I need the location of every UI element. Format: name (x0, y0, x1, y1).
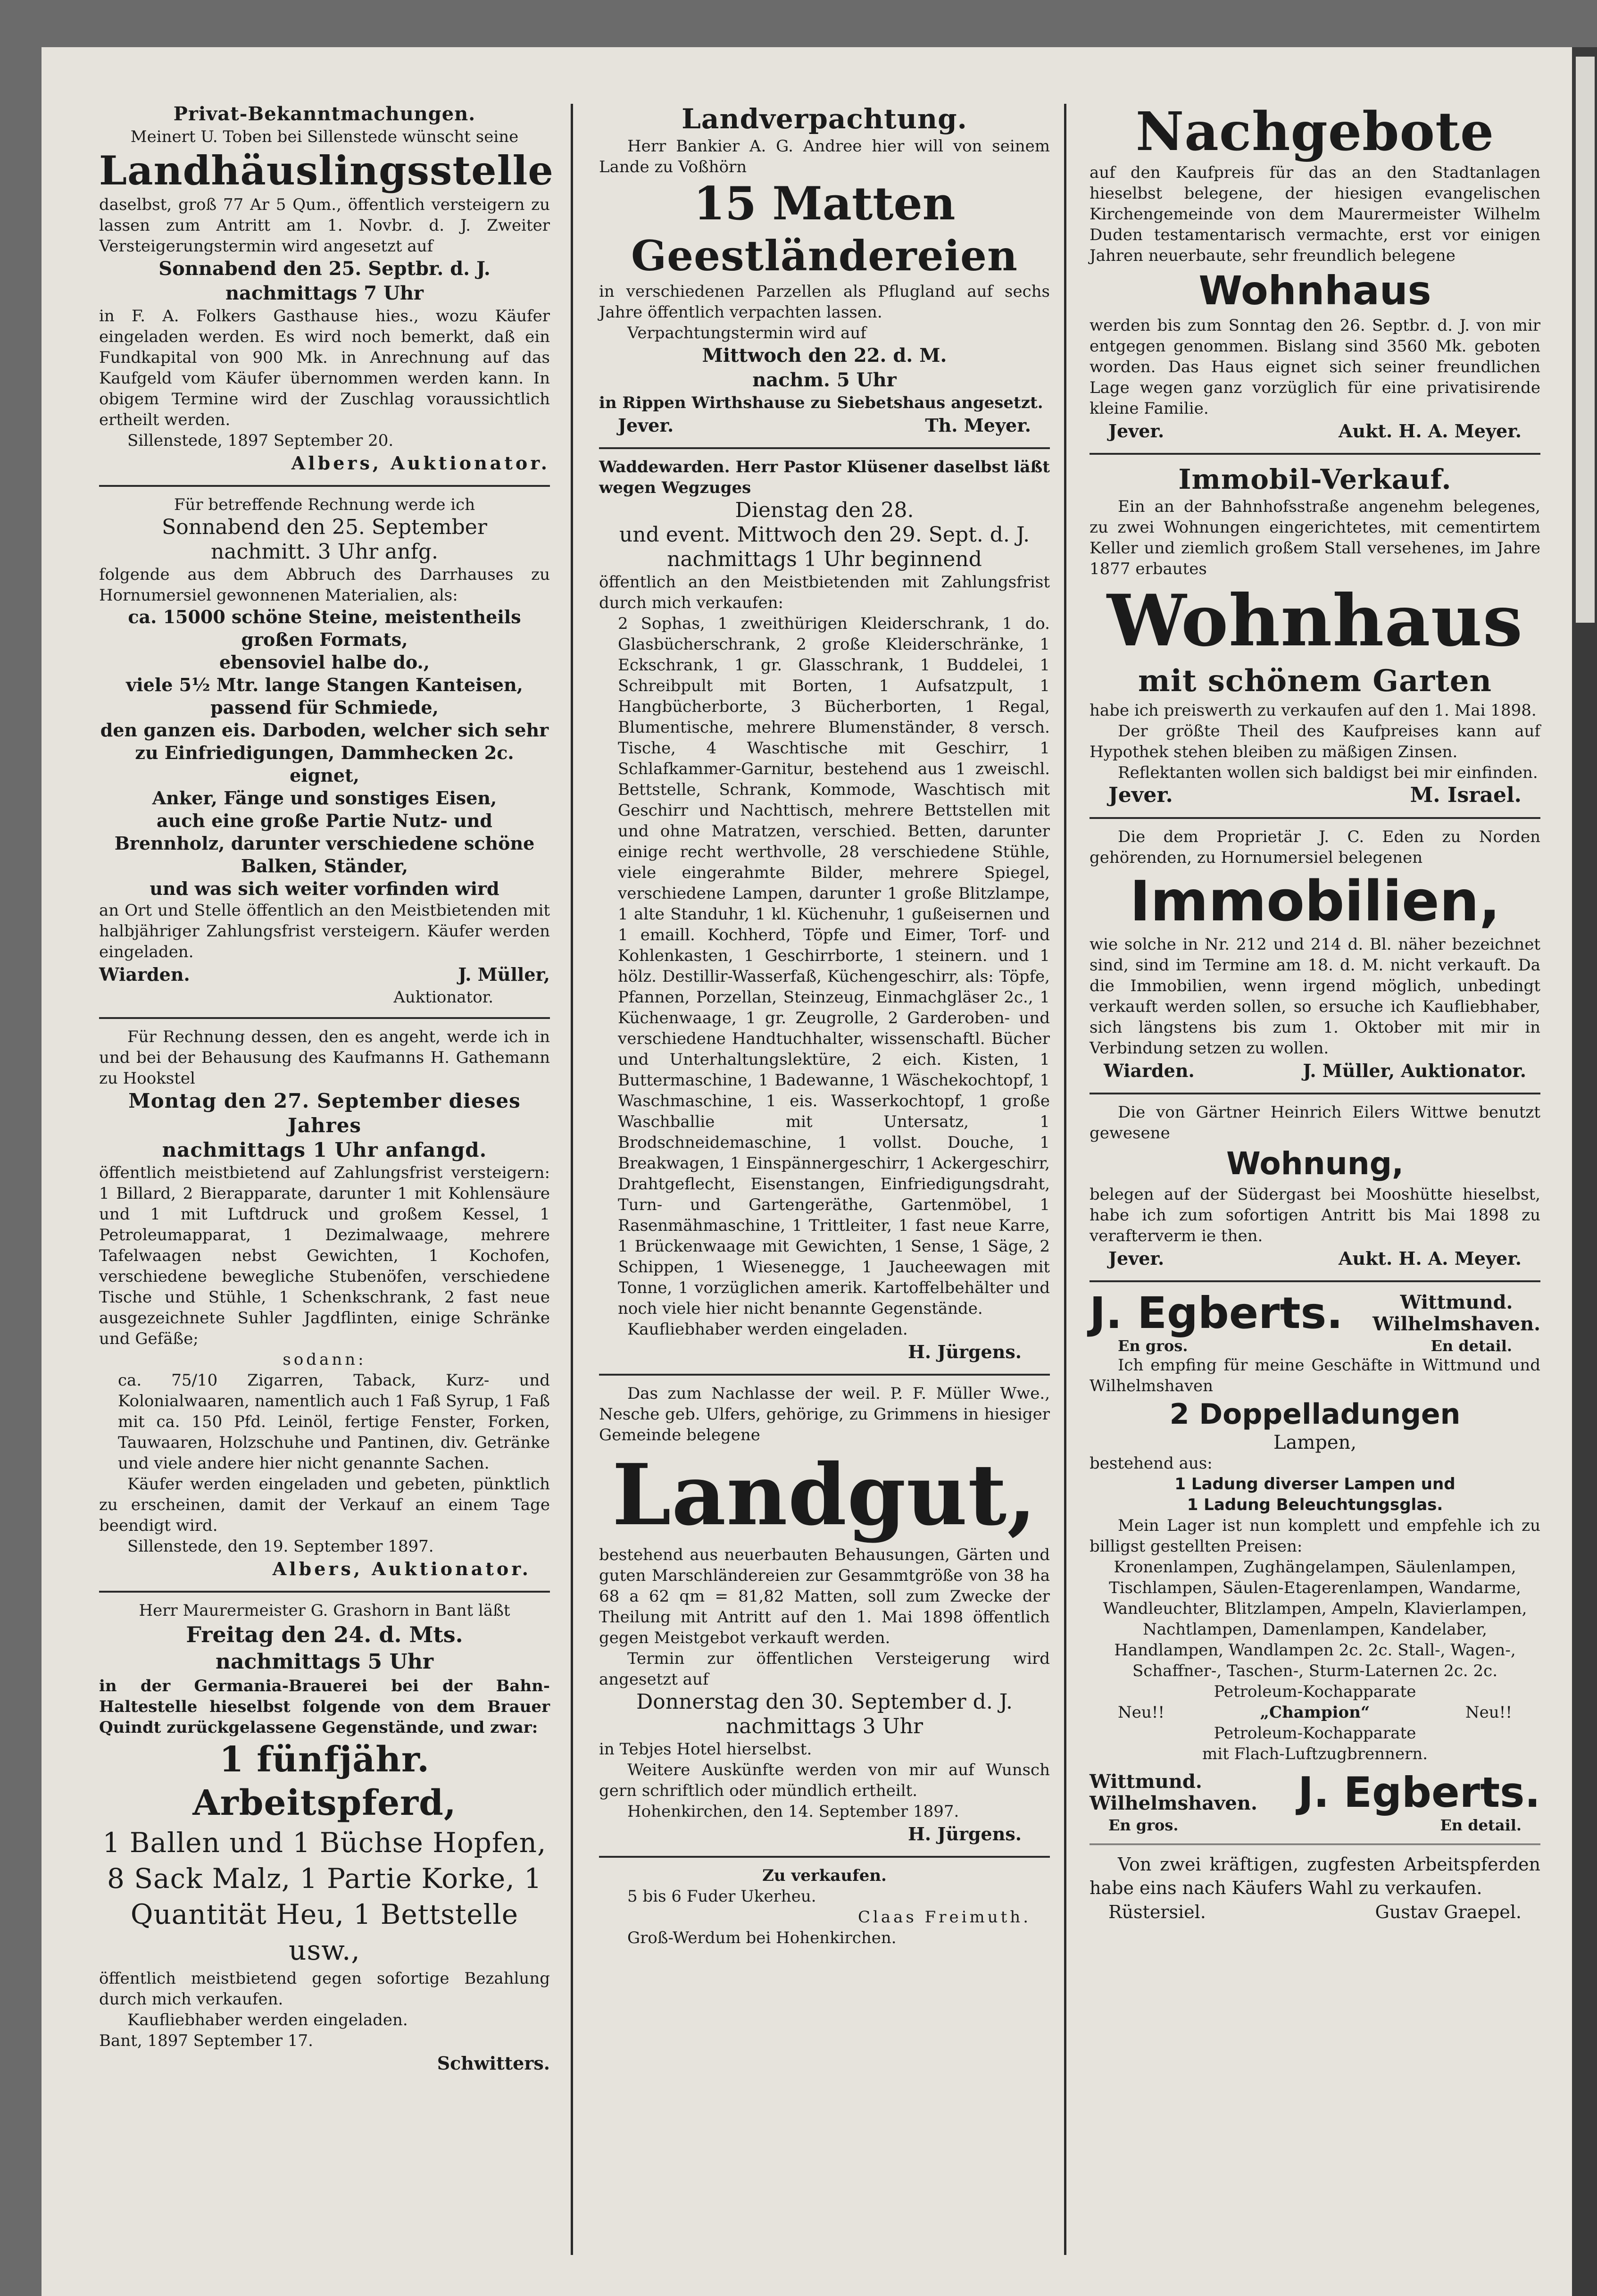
ad-item: 1 Ballen und 1 Büchse Hopfen, 8 Sack Malz, 1 Partie Korke, 1 Quantität Heu, 1 Bettstelle usw., (102, 1827, 547, 1966)
ad-item: ebensoviel halbe do., (219, 651, 430, 673)
section-heading: Immobil-Verkauf. (1178, 463, 1452, 495)
ad-signature-row (1090, 783, 1540, 808)
ad-title: Wohnung, (1226, 1145, 1404, 1182)
section-heading: Landverpachtung. (682, 103, 967, 135)
neu-label: Neu!! (1118, 1703, 1165, 1722)
ad-wohnung (1090, 1099, 1540, 1277)
column-right (1079, 99, 1551, 1931)
ad-place: Jever. (1108, 783, 1173, 807)
ad-intro: Für betreffende Rechnung werde ich (174, 495, 475, 514)
ad-place: Rüstersiel. (1108, 1902, 1206, 1922)
city-label: Wittmund. (1400, 1291, 1513, 1313)
ad-dateline: Sillenstede, 1897 September 20. (127, 431, 394, 450)
ad-date: Donnerstag den 30. September d. J. (636, 1690, 1013, 1714)
ad-nachgebote (1090, 99, 1540, 450)
ad-intro: Herr Bankier A. G. Andree hier will von seinem Lande zu Voßhörn (599, 137, 1050, 176)
ad-signature: Gustav Graepel. (1375, 1902, 1522, 1922)
ad-text: werden bis zum Sonntag den 26. Septbr. d. J. von mir entgegen genommen. Bislang sind 3560 Mk. geboten worden. Das Haus eignet sich seiner freundlichen Lage wegen ganz vorzüglich für eine privatisirende kleine Familie. (1090, 316, 1540, 418)
section-heading: Zu verkaufen. (762, 1866, 887, 1885)
ad-darrhaus (99, 492, 550, 1014)
ad-item: und was sich weiter vorfinden wird (150, 878, 499, 899)
ad-text: bestehend aus: (1090, 1454, 1213, 1473)
ad-text: daselbst, groß 77 Ar 5 Qum., öffentlich versteigern zu lassen zum Antritt am 1. Novbr. d. J. Zweiter Versteigerungstermin wird angesetzt auf (99, 195, 550, 256)
ad-immobil-verkauf (1090, 459, 1540, 814)
city-label: Wilhelmshaven. (1372, 1313, 1540, 1335)
ad-text: in verschiedenen Parzellen als Pflugland auf sechs Jahre öffentlich verpachten lassen. (599, 282, 1050, 322)
ad-place: Jever. (1108, 1248, 1164, 1269)
ad-signature: H. Jürgens. (908, 1823, 1022, 1845)
ad-text: Weitere Auskünfte werden von mir auf Wunsch gern schriftlich oder mündlich ertheilt. (599, 1761, 1050, 1800)
ad-divider (99, 1591, 550, 1593)
ad-time: nachmittags 1 Uhr beginnend (667, 547, 982, 571)
ad-divider (1090, 453, 1540, 455)
ad-intro: Für Rechnung dessen, den es angeht, werde ich in und bei der Behausung des Kaufmanns H. Gathemann zu Hookstel (99, 1027, 550, 1088)
column-rule (1064, 104, 1066, 2255)
ad-signature: Th. Meyer. (925, 415, 1031, 436)
ad-item: 1 fünfjähr. Arbeitspferd, (192, 1739, 457, 1823)
ad-text: Ein an der Bahnhofsstraße angenehm belegenes, zu zwei Wohnungen eingerichtetes, mit cementirtem Keller und ziemlich großem Stall versehenes, im Jahre 1877 erbautes (1090, 497, 1540, 578)
ad-item: 1 Ladung diverser Lampen und (1174, 1475, 1456, 1494)
ad-intro: Waddewarden. Herr Pastor Klüsener daselbst läßt wegen Wegzuges (599, 458, 1050, 497)
ad-divider (599, 1856, 1050, 1858)
ad-text: Kaufliebhaber werden eingeladen. (127, 2011, 408, 2029)
ad-immobilien (1090, 824, 1540, 1090)
ad-text: habe ich preiswerth zu verkaufen auf den 1. Mai 1898. (1090, 701, 1537, 720)
ad-text: an Ort und Stelle öffentlich an den Meistbietenden mit halbjähriger Zahlungsfrist versteigern. Käufer werden eingeladen. (99, 901, 550, 961)
ad-text: in Tebjes Hotel hierselbst. (599, 1740, 812, 1759)
ad-text: 2 Sophas, 1 zweithürigen Kleiderschrank, 1 do. Glasbücherschrank, 2 große Kleiderschränke, 1 Eckschrank, 1 gr. Glasschrank, 1 Buddelei, 1 Schreibpult mit Borten, 1 Aufsatzpult, 1 Hangbücherborte, 3 Bücherborten, 1 Regal, Blumentische, mehrere Blumenständer, 8 versch. Tische, 4 Waschtische mit Geschirr, 1 Schlafkammer-Garnitur, bestehend aus 1 zweischl. Bettstelle, Schrank, Kommode, Waschtisch mit Geschirr und Nachttisch, mehrere Bettstellen mit und ohne Matratzen, verschied. Betten, darunter einige recht werthvolle, 28 verschiedene Stühle, viele eingerahmte Bilder, mehrere Spiegel, verschiedene Lampen, darunter 1 große Blitzlampe, 1 alte Standuhr, 1 kl. Küchenuhr, 1 gußeisernen und 1 emaill. Kochherd, Töpfe und Eimer, Torf- und Kohlenkasten, 1 Geschirrborte, 1 steinern. und 1 hölz. Destillir-Wasserfaß, Küchengeschirr, als: Töpfe, Pfannen, Porzellan, Steinzeug, Einmachgläser 2c., 1 Küchenwaage, 1 gr. Zeugrolle, 2 Garderoben- und verschiedene Handtuchhalter, wissenschaftl. Bücher und Unterhaltungslektüre, 2 eich. Kisten, 1 Buttermaschine, 1 Badewanne, 1 Wäschekochtopf, 1 Waschmaschine, 1 eis. Wasserkochtopf, 1 große Waschballie mit Untersatz, 1 Brodschneidemaschine, 1 vollst. Douche, 1 Breakwagen, 1 Einspännergeschirr, 1 Ackergeschirr, Drahtgeflecht, Eisenstangen, Einfriedigungsdraht, Turn- und Gartengeräthe, Gartenmöbel, 1 Rasenmähmaschine, 1 Trittleiter, 1 fast neue Karre, 1 Brückenwaage mit Gewichten, 1 Sense, 1 Säge, 2 Schippen, 1 Wiesenegge, 1 Jaucheewagen mit Tonne, 1 vorzüglichen amerik. Kartoffelbehälter und noch viele hier nicht benannte Gegenstände. (618, 614, 1050, 1318)
ad-text: 5 bis 6 Fuder Ukerheu. (627, 1887, 816, 1906)
ad-time: nachmittags 5 Uhr (215, 1650, 434, 1674)
ad-place: Jever. (618, 415, 674, 436)
ad-signature-row (1090, 1246, 1540, 1271)
ad-gathemann (99, 1024, 550, 1588)
ad-title: Landgut, (612, 1445, 1037, 1544)
ad-title: Immobilien, (1130, 868, 1500, 934)
ad-text: Der größte Theil des Kaufpreises kann auf Hypothek stehen bleiben zu mäßigen Zinsen. (1090, 722, 1540, 761)
ad-intro: Die dem Proprietär J. C. Eden zu Norden gehörenden, zu Hornumersiel belegenen (1090, 827, 1540, 867)
engros-label: En gros. (1108, 1816, 1179, 1834)
ad-divider (599, 447, 1050, 449)
ad-text: in Rippen Wirthshause zu Siebetshaus angesetzt. (599, 393, 1043, 412)
ad-date: Sonnabend den 25. September (162, 515, 487, 539)
ad-text: auf den Kaufpreis für das an den Stadtanlagen hieselbst belegene, der hiesigen evangelischen Kirchengemeinde von dem Maurermeister Wilhelm Duden testamentarisch vermachte, erst vor einigen Jahren neuerbaute, sehr freundlich belegene (1090, 163, 1540, 265)
champion-row (1090, 1702, 1540, 1723)
newspaper-page (42, 47, 1572, 2296)
ad-item: auch eine große Partie Nutz- und Brennholz, darunter verschiedene schöne Balken, Ständer, (114, 810, 535, 877)
ad-divider (1090, 1280, 1540, 1282)
column-middle (589, 99, 1060, 1955)
egberts-footer (1090, 1769, 1540, 1816)
ad-waddewarden (599, 454, 1050, 1371)
ad-egberts (1090, 1287, 1540, 1841)
column-left (89, 99, 560, 2082)
section-heading: Nachgebote (1135, 101, 1495, 163)
ad-time: nachm. 5 Uhr (752, 369, 897, 391)
ad-time: nachmittags 7 Uhr (225, 282, 424, 304)
ad-text: Käufer werden eingeladen und gebeten, pünktlich zu erscheinen, damit der Verkauf an einem Tage beendigt wird. (99, 1475, 550, 1535)
column-rule (571, 104, 573, 2255)
ad-date: Sonnabend den 25. Septbr. d. J. (158, 258, 491, 280)
ad-place: Groß-Werdum bei Hohenkirchen. (627, 1929, 897, 1947)
ad-divider (1090, 1093, 1540, 1094)
ad-text: sodann: (283, 1350, 366, 1369)
ad-signature: J. Müller, Auktionator. (1303, 1060, 1526, 1081)
ad-text: öffentlich meistbietend gegen sofortige Bezahlung durch mich verkaufen. (99, 1969, 550, 2009)
ad-signature: Schwitters. (437, 2053, 550, 2074)
ad-text: wie solche in Nr. 212 und 214 d. Bl. näher bezeichnet sind, sind im Termine am 18. d. M. nicht verkauft. Da die Immobilien, wenn irgend möglich, unbedingt verkauft werden sollen, so ersuche ich Kaufliebhaber, sich längstens bis zum 1. Oktober mit mir in Verbindung setzen zu wollen. (1090, 935, 1540, 1058)
ad-date: Mittwoch den 22. d. M. (702, 344, 947, 367)
ad-signature: Albers, Auktionator. (272, 1558, 531, 1579)
ad-text: ca. 75/10 Zigarren, Taback, Kurz- und Kolonialwaaren, namentlich auch 1 Faß Syrup, 1 Faß mit ca. 150 Pfd. Leinöl, fertige Fenster, Forken, Tauwaaren, Holzschuhe und Pantinen, div. Getränke und viele andere hier nicht genannte Sachen. (118, 1371, 550, 1473)
ad-intro: Die von Gärtner Heinrich Eilers Wittwe benutzt gewesene (1090, 1103, 1540, 1143)
ad-text: in F. A. Folkers Gasthause hies., wozu Käufer eingeladen werden. Es wird noch bemerkt, daß ein Fundkapital von 900 Mk. in Anrechnung auf das Kaufgeld vom Käufer übernommen werden kann. In obigem Termine wird der Zuschlag voraussichtlich ertheilt werden. (99, 307, 550, 429)
ad-text: bestehend aus neuerbauten Behausungen, Gärten und guten Marschländereien zur Gesammtgröße von 38 ha 68 a 62 qm = 81,82 Matten, soll zum Zwecke der Theilung mit Antritt auf den 1. Mai 1898 öffentlich gegen Meistgebot verkauft werden. (599, 1545, 1050, 1647)
ad-time: nachmittags 3 Uhr (725, 1714, 923, 1738)
ad-date: und event. Mittwoch den 29. Sept. d. J. (619, 523, 1030, 547)
ad-signature: Aukt. H. A. Meyer. (1338, 1248, 1522, 1269)
champion-label: „Champion“ (1260, 1703, 1370, 1722)
ad-signature-row (1090, 1900, 1540, 1924)
section-heading: Privat-Bekanntmachungen. (173, 103, 476, 125)
ad-signature-row (1090, 419, 1540, 443)
ad-title: Geestländereien (631, 231, 1018, 280)
ad-arbeitspferde (1090, 1850, 1540, 1931)
ad-signature: Aukt. H. A. Meyer. (1338, 420, 1522, 442)
endetail-label: En detail. (1431, 1337, 1512, 1355)
ad-zu-verkaufen (599, 1862, 1050, 1955)
product-line: Petroleum-Kochapparate (1214, 1724, 1416, 1743)
ad-date: Freitag den 24. d. Mts. (186, 1622, 463, 1647)
ad-signature-row (1090, 1059, 1540, 1083)
egberts-name: J. Egberts. (1090, 1288, 1343, 1338)
ad-landverpachtung (599, 99, 1050, 444)
ad-text: Termin zur öffentlichen Versteigerung wird angesetzt auf (599, 1649, 1050, 1689)
ad-divider (99, 485, 550, 487)
ad-title: Wohnhaus (1198, 267, 1431, 314)
product-line: Petroleum-Kochapparate (1214, 1682, 1416, 1701)
ad-title: 2 Doppelladungen (1169, 1398, 1461, 1431)
ad-landgut (599, 1380, 1050, 1853)
ad-text: Kaufliebhaber werden eingeladen. (627, 1320, 908, 1339)
city-label: Wittmund. (1090, 1770, 1202, 1793)
neu-label: Neu!! (1465, 1703, 1512, 1722)
ad-place: Wiarden. (1104, 1060, 1195, 1081)
city-label: Wilhelmshaven. (1090, 1792, 1257, 1814)
ad-title: Landhäuslingsstelle (99, 147, 554, 194)
ad-divider (1090, 817, 1540, 819)
ad-landhaeuslingsstelle (99, 99, 554, 482)
ad-grashorn (99, 1597, 550, 2082)
ad-item: ca. 15000 schöne Steine, meistentheils großen Formats, (128, 606, 521, 650)
ad-place: Wiarden. (99, 964, 190, 985)
endetail-label: En detail. (1440, 1816, 1522, 1834)
ad-signature: J. Müller, (458, 964, 550, 985)
ad-divider (1090, 1844, 1540, 1845)
ad-signature: M. Israel. (1410, 783, 1522, 807)
ad-signature: Claas Freimuth. (857, 1908, 1031, 1927)
ad-signature-row (99, 962, 550, 987)
ad-text: Mein Lager ist nun komplett und empfehle ich zu billigst gestellten Preisen: (1090, 1516, 1540, 1556)
ad-text: Von zwei kräftigen, zugfesten Arbeitspferden habe eins nach Käufers Wahl zu verkaufen. (1090, 1854, 1540, 1898)
ad-time: nachmitt. 3 Uhr anfg. (210, 540, 439, 564)
ad-text: öffentlich meistbietend auf Zahlungsfrist versteigern: 1 Billard, 2 Bierapparate, darunter 1 mit Kohlensäure und 1 mit Luftdruck und großem Kessel, 1 Petroleumapparat, 1 Dezimalwaage, mehrere Tafelwaagen nebst Gewichten, 1 Kochofen, verschiedene bewegliche Stubenöfen, verschiedene Tische und Stühle, 1 Schenkschrank, 2 fast neue ausgezeichnete Suhler Jagdflinten, einige Schränke und Gefäße; (99, 1163, 550, 1348)
ad-signature: H. Jürgens. (908, 1341, 1022, 1362)
ad-place: Jever. (1108, 420, 1164, 442)
ad-subtitle: Lampen, (1273, 1432, 1357, 1453)
ad-intro: Herr Maurermeister G. Grashorn in Bant läßt (139, 1601, 510, 1620)
ad-dateline: Bant, 1897 September 17. (99, 2031, 313, 2050)
egberts-footer-sub (1090, 1816, 1540, 1834)
product-line: mit Flach-Luftzugbrennern. (1202, 1745, 1428, 1763)
ad-subtitle: mit schönem Garten (1138, 663, 1492, 699)
ad-text: öffentlich an den Meistbietenden mit Zahlungsfrist durch mich verkaufen: (599, 573, 1050, 612)
page-edge-strip (1576, 57, 1595, 623)
ad-item: 1 Ladung Beleuchtungsglas. (1187, 1495, 1443, 1514)
ad-item: Anker, Fänge und sonstiges Eisen, (152, 787, 497, 809)
ad-signature-row (599, 413, 1050, 438)
ad-text: Verpachtungstermin wird auf (627, 324, 866, 342)
lamp-list: Kronenlampen, Zughängelampen, Säulenlampen, Tischlampen, Säulen-Etagerenlampen, Wandarme, Wandleuchter, Blitzlampen, Ampeln, Klavierlampen, Nachtlampen, Damenlampen, Kandelaber, Handlampen, Wandlampen 2c. 2c. Stall-, Wagen-, Schaffner-, Taschen-, Sturm-Laternen 2c. 2c. (1103, 1558, 1527, 1680)
ad-text: belegen auf der Südergast bei Mooshütte hieselbst, habe ich zum sofortigen Antritt bis Mai 1898 zu verafterverm ie then. (1090, 1185, 1540, 1245)
ad-date: Dienstag den 28. (735, 498, 914, 522)
ad-title: 15 Matten (693, 177, 956, 230)
ad-intro: Das zum Nachlasse der weil. P. F. Müller Wwe., Nesche geb. Ulfers, gehörige, zu Grimmens in hiesiger Gemeinde belegene (599, 1384, 1050, 1444)
ad-dateline: Hohenkirchen, den 14. September 1897. (627, 1802, 959, 1821)
ad-item: den ganzen eis. Darboden, welcher sich sehr zu Einfriedigungen, Dammhecken 2c. eignet, (100, 719, 549, 786)
ad-text: folgende aus dem Abbruch des Darrhauses zu Hornumersiel gewonnenen Materialien, als: (99, 565, 550, 605)
ad-text: Reflektanten wollen sich baldigst bei mir einfinden. (1118, 763, 1538, 782)
egberts-subheader (1090, 1337, 1540, 1355)
engros-label: En gros. (1118, 1337, 1188, 1355)
ad-dateline: Sillenstede, den 19. September 1897. (127, 1537, 434, 1556)
egberts-name: J. Egberts. (1298, 1768, 1540, 1817)
egberts-header (1090, 1290, 1540, 1337)
ad-divider (99, 1017, 550, 1019)
ad-intro: Meinert U. Toben bei Sillenstede wünscht seine (130, 127, 519, 146)
ad-signature: Albers, Auktionator. (291, 452, 550, 474)
ad-role: Auktionator. (393, 988, 493, 1007)
ad-text: in der Germania-Brauerei bei der Bahn-Haltestelle hieselbst folgende von dem Brauer Quindt zurückgelassene Gegenstände, und zwar: (99, 1677, 550, 1737)
ad-title: Wohnhaus (1106, 579, 1523, 662)
ad-time: nachmittags 1 Uhr anfangd. (162, 1138, 487, 1161)
ad-text: Ich empfing für meine Geschäfte in Wittmund und Wilhelmshaven (1090, 1356, 1540, 1395)
ad-item: viele 5½ Mtr. lange Stangen Kanteisen, passend für Schmiede, (126, 674, 523, 718)
ad-divider (599, 1374, 1050, 1376)
ad-date: Montag den 27. September dieses Jahres (128, 1089, 521, 1137)
